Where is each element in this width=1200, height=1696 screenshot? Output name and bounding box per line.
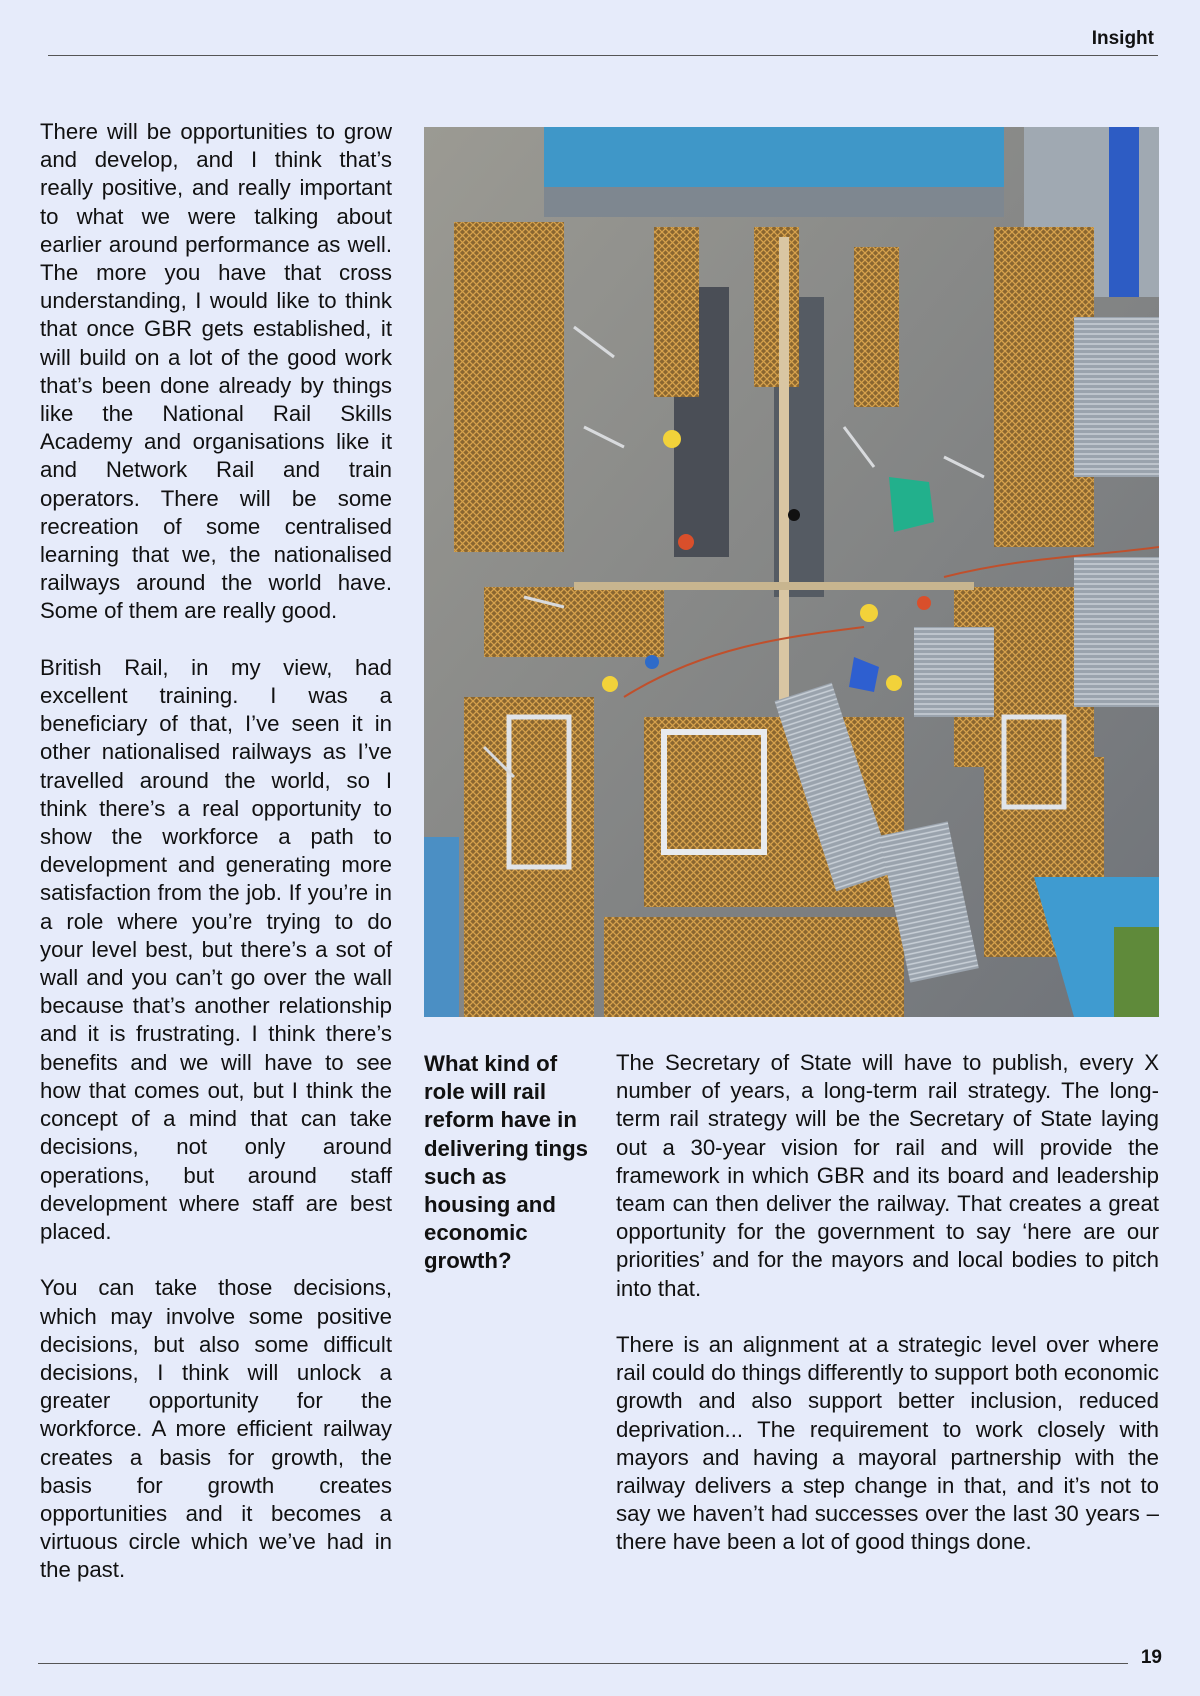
- section-label: Insight: [1091, 28, 1154, 49]
- paragraph: There will be opportunities to grow and develop, and I think that’s really positive, and really important to what we were talking about earlier around performance as well. The more you have that cross understanding, I would like to think that once GBR gets established, it will build on a lot of the good work that’s been done already by things like the National Rail Skills Academy and organisations like it and Network Rail and train operators. There will be some recreation of some centralised learning that we, the nationalised railways around the world have. Some of them are really good.: [40, 119, 392, 624]
- paragraph: There is an alignment at a strategic level over where rail could do things differently to support both economic growth and also support better inclusion, reduced deprivation... The requirement to work closely with mayors and having a mayoral partnership with the railway delivers a step change in that, and it’s not to say we haven’t had successes over the last 30 years – there have been a lot of good things done.: [616, 1332, 1159, 1555]
- paragraph: You can take those decisions, which may involve some positive decisions, but also some difficult decisions, I think will unlock a greater opportunity for the workforce. A more efficient railway creates a basis for growth, the basis for growth creates opportunities and it becomes a virtuous circle which we’ve had in the past.: [40, 1275, 392, 1583]
- construction-site-aerial-photo: [424, 127, 1159, 1017]
- right-text-column: [616, 1049, 1159, 1585]
- page-number: 19: [1140, 1647, 1162, 1668]
- interview-question: What kind of role will rail reform have in delivering tings such as housing and economic growth?: [424, 1051, 588, 1274]
- paragraph: British Rail, in my view, had excellent training. I was a beneficiary of that, I’ve seen it in other nationalised railways as I’ve travelled around the world, so I think there’s a real opportunity to show the workforce a path to development and generating more satisfaction from the job. If you’re in a role where you’re trying to do your level best, but there’s a sot of wall and you can’t go over the wall because that’s another relationship and it is frustrating. I think there’s benefits and we will have to see how that comes out, but I think the concept of a mind that can take decisions, not only around operations, but around staff development where staff are best placed.: [40, 654, 392, 1244]
- header-divider: [48, 55, 1158, 56]
- left-text-column: [40, 118, 392, 1613]
- photo-illustration: [424, 127, 1159, 1017]
- footer-divider: [38, 1663, 1128, 1664]
- paragraph: The Secretary of State will have to publish, every X number of years, a long-term rail strategy. The long-term rail strategy will be the Secretary of State laying out a 30-year vision for rail and will provide the framework in which GBR and its board and leadership team can then deliver the railway. That creates a great opportunity for the government to say ‘here are our priorities’ and for the mayors and local bodies to pitch into that.: [616, 1050, 1159, 1301]
